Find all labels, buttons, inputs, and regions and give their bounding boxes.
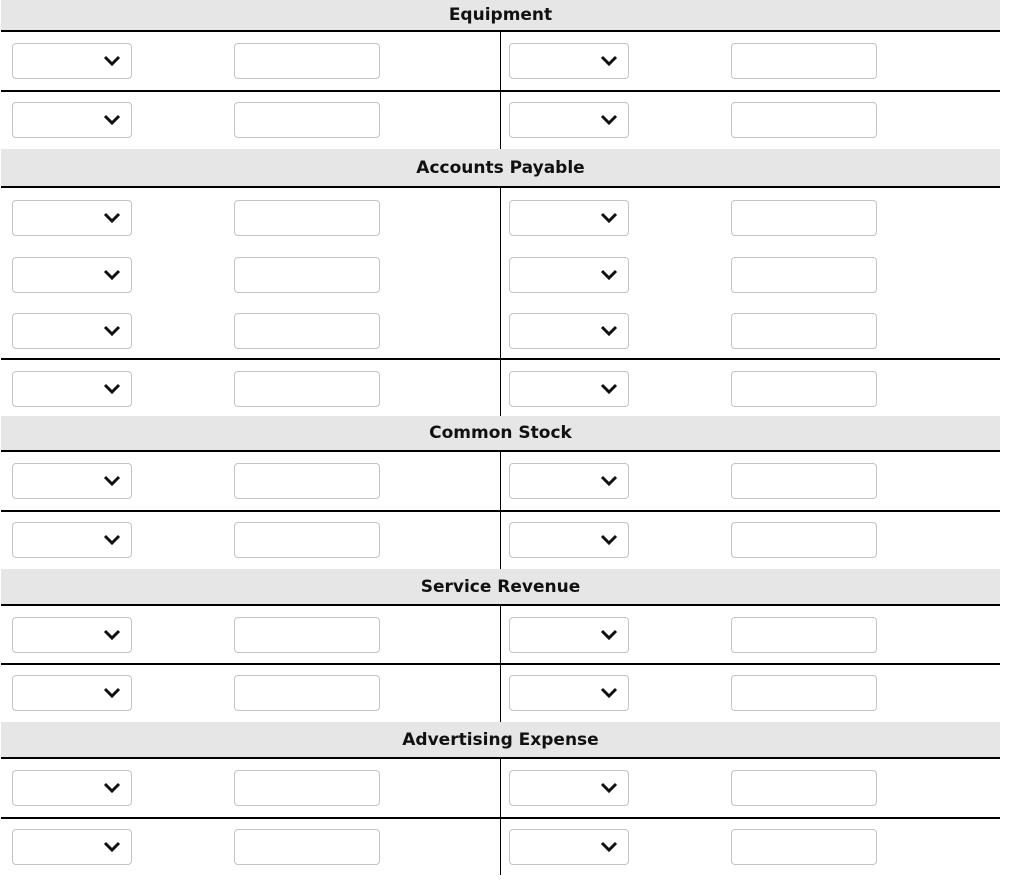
credit-amount-input[interactable] — [731, 522, 877, 558]
debit-side — [1, 188, 501, 245]
debit-amount-input[interactable] — [234, 102, 380, 138]
credit-side — [501, 665, 1000, 722]
credit-account-select[interactable] — [509, 829, 629, 865]
ledger-row — [1, 245, 1000, 301]
account-header-accounts-payable: Accounts Payable — [1, 149, 1000, 188]
credit-side — [501, 606, 1000, 663]
account-header-service-revenue: Service Revenue — [1, 569, 1000, 606]
debit-amount-input[interactable] — [234, 770, 380, 806]
debit-amount-input[interactable] — [234, 463, 380, 499]
chevron-down-icon — [103, 267, 121, 283]
debit-account-select[interactable] — [12, 617, 132, 653]
ledger-row — [1, 452, 1000, 512]
debit-side — [1, 452, 501, 510]
debit-account-select[interactable] — [12, 522, 132, 558]
debit-side — [1, 759, 501, 817]
credit-account-select[interactable] — [509, 463, 629, 499]
credit-side — [501, 245, 1000, 301]
credit-amount-input[interactable] — [731, 43, 877, 79]
credit-account-select[interactable] — [509, 313, 629, 349]
debit-account-select[interactable] — [12, 770, 132, 806]
chevron-down-icon — [600, 53, 618, 69]
debit-amount-input[interactable] — [234, 617, 380, 653]
chevron-down-icon — [600, 267, 618, 283]
credit-side — [501, 452, 1000, 510]
t-account-ledger — [1, 0, 1000, 875]
credit-side — [501, 32, 1000, 90]
ledger-row — [1, 606, 1000, 665]
debit-side — [1, 665, 501, 722]
chevron-down-icon — [103, 473, 121, 489]
credit-amount-input[interactable] — [731, 257, 877, 293]
credit-amount-input[interactable] — [731, 829, 877, 865]
debit-amount-input[interactable] — [234, 829, 380, 865]
chevron-down-icon — [600, 627, 618, 643]
debit-side — [1, 819, 501, 875]
chevron-down-icon — [600, 473, 618, 489]
chevron-down-icon — [103, 53, 121, 69]
credit-amount-input[interactable] — [731, 200, 877, 236]
debit-amount-input[interactable] — [234, 313, 380, 349]
debit-amount-input[interactable] — [234, 200, 380, 236]
debit-side — [1, 245, 501, 301]
debit-account-select[interactable] — [12, 313, 132, 349]
chevron-down-icon — [103, 839, 121, 855]
debit-amount-input[interactable] — [234, 371, 380, 407]
chevron-down-icon — [600, 780, 618, 796]
credit-side — [501, 92, 1000, 149]
credit-side — [501, 301, 1000, 358]
debit-side — [1, 360, 501, 416]
ledger-row — [1, 819, 1000, 875]
debit-side — [1, 606, 501, 663]
ledger-row — [1, 512, 1000, 569]
chevron-down-icon — [600, 839, 618, 855]
chevron-down-icon — [600, 381, 618, 397]
debit-account-select[interactable] — [12, 463, 132, 499]
chevron-down-icon — [103, 381, 121, 397]
credit-account-select[interactable] — [509, 617, 629, 653]
debit-side — [1, 92, 501, 149]
credit-side — [501, 512, 1000, 569]
debit-amount-input[interactable] — [234, 257, 380, 293]
chevron-down-icon — [600, 112, 618, 128]
chevron-down-icon — [103, 780, 121, 796]
credit-account-select[interactable] — [509, 522, 629, 558]
debit-amount-input[interactable] — [234, 522, 380, 558]
debit-account-select[interactable] — [12, 102, 132, 138]
ledger-row — [1, 92, 1000, 149]
account-header-common-stock: Common Stock — [1, 416, 1000, 452]
credit-amount-input[interactable] — [731, 770, 877, 806]
credit-amount-input[interactable] — [731, 617, 877, 653]
credit-side — [501, 759, 1000, 817]
debit-account-select[interactable] — [12, 43, 132, 79]
credit-side — [501, 188, 1000, 245]
debit-account-select[interactable] — [12, 257, 132, 293]
chevron-down-icon — [103, 210, 121, 226]
credit-amount-input[interactable] — [731, 371, 877, 407]
debit-amount-input[interactable] — [234, 675, 380, 711]
chevron-down-icon — [103, 323, 121, 339]
debit-account-select[interactable] — [12, 675, 132, 711]
ledger-row — [1, 665, 1000, 722]
debit-side — [1, 512, 501, 569]
debit-side — [1, 301, 501, 358]
debit-account-select[interactable] — [12, 200, 132, 236]
credit-account-select[interactable] — [509, 200, 629, 236]
credit-account-select[interactable] — [509, 371, 629, 407]
credit-account-select[interactable] — [509, 102, 629, 138]
account-header-equipment: Equipment — [1, 0, 1000, 32]
credit-amount-input[interactable] — [731, 313, 877, 349]
credit-side — [501, 360, 1000, 416]
debit-side — [1, 32, 501, 90]
ledger-row — [1, 301, 1000, 360]
credit-account-select[interactable] — [509, 43, 629, 79]
credit-account-select[interactable] — [509, 675, 629, 711]
account-header-advertising-expense: Advertising Expense — [1, 722, 1000, 759]
credit-side — [501, 819, 1000, 875]
credit-amount-input[interactable] — [731, 675, 877, 711]
chevron-down-icon — [600, 323, 618, 339]
chevron-down-icon — [600, 210, 618, 226]
ledger-row — [1, 759, 1000, 819]
chevron-down-icon — [103, 627, 121, 643]
chevron-down-icon — [103, 112, 121, 128]
ledger-row — [1, 188, 1000, 245]
chevron-down-icon — [103, 685, 121, 701]
credit-account-select[interactable] — [509, 257, 629, 293]
debit-amount-input[interactable] — [234, 43, 380, 79]
credit-account-select[interactable] — [509, 770, 629, 806]
chevron-down-icon — [103, 532, 121, 548]
debit-account-select[interactable] — [12, 371, 132, 407]
ledger-row — [1, 32, 1000, 92]
ledger-row — [1, 360, 1000, 416]
debit-account-select[interactable] — [12, 829, 132, 865]
credit-amount-input[interactable] — [731, 463, 877, 499]
credit-amount-input[interactable] — [731, 102, 877, 138]
chevron-down-icon — [600, 532, 618, 548]
chevron-down-icon — [600, 685, 618, 701]
